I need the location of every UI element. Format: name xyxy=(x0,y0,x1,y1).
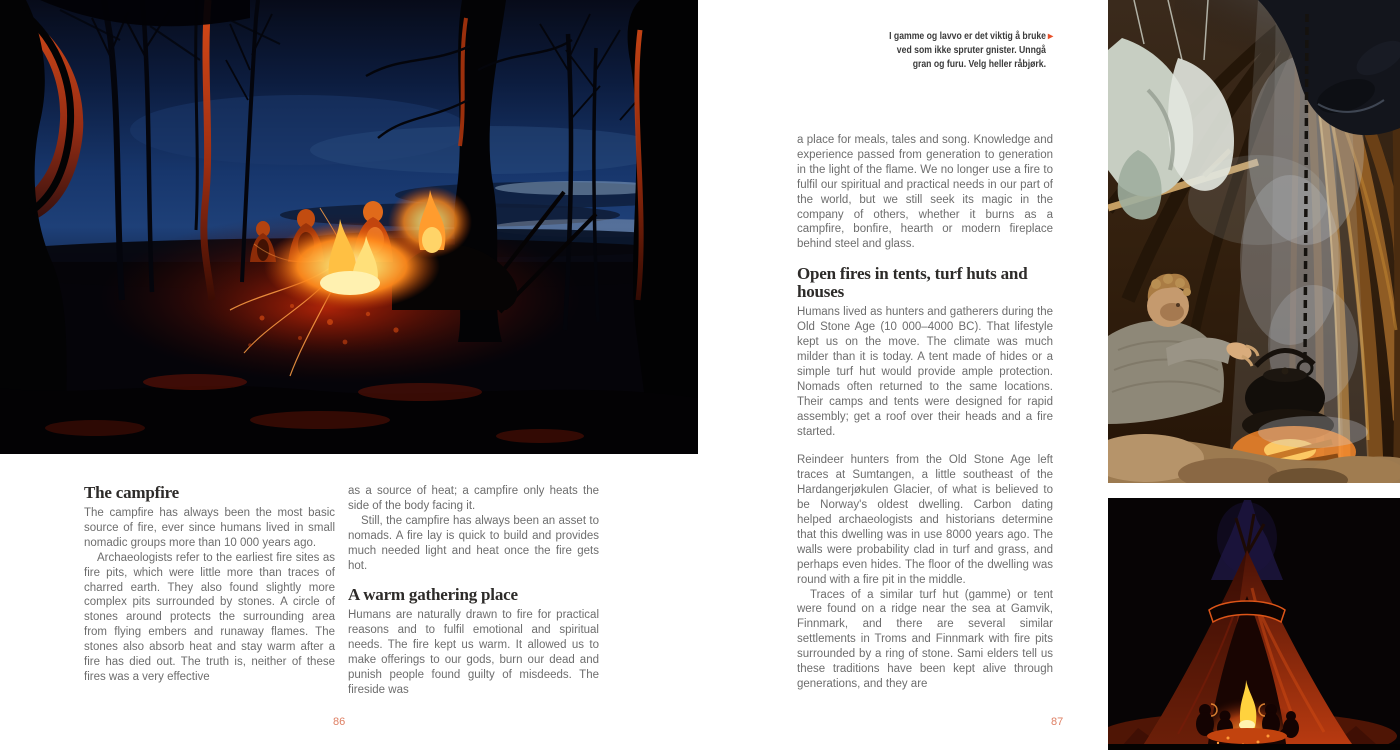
caption-line: gran og furu. Velg heller råbjørk. xyxy=(912,58,1046,70)
section-heading-the-campfire: The campfire xyxy=(84,483,180,502)
campfire-dusk-illustration xyxy=(0,0,698,454)
caption-line: ved som ikke spruter gnister. Unngå xyxy=(896,44,1046,56)
paragraph: Humans lived as hunters and gatherers during the Old Stone Age (10 000–4000 BC). That lifestyle kept us on the move. The climate was much milder than it is today. A tent made of hides or a simple turf hut would provide ample protection. Nomads often returned to the same locations. Their camps and tents were designed for rapid assembly; get a roof over their heads and a fire started. xyxy=(797,306,1053,438)
left-column-1 xyxy=(84,484,335,698)
paragraph: Archaeologists refer to the earliest fire sites as fire pits, which were little more than traces of charred earth. They also found slightly more complex pits surrounded by stones. A circle of stones around protects the surrounding area from flying embers and runaway flames. The stones also absorb heat and stay warm after a fire has died out. The truth is, neither of these fires was a very effective xyxy=(84,551,335,683)
left-column-2 xyxy=(348,484,599,698)
paragraph: Reindeer hunters from the Old Stone Age left traces at Sumtangen, a little southeast of the Hardangerjøkulen Glacier, of what is believed to be Norway's oldest dwelling. Carbon dating helped archaeologists and historians determine that this dwelling was in use 8000 years ago. The walls were probability clad in turf and grass, and perhaps even hides. The floor of the dwelling was round with a fire pit in the middle. xyxy=(797,454,1053,586)
paragraph: Still, the campfire has always been an asset to nomads. A fire lay is quick to build and provides much needed light and heat once the fire gets hot. xyxy=(348,514,599,572)
page-number-left: 86 xyxy=(333,716,346,728)
lavvo-interior-photo xyxy=(1108,0,1400,483)
section-heading-gathering-place: A warm gathering place xyxy=(348,585,518,605)
caption-arrow-icon: ▸ xyxy=(1048,31,1054,42)
caption-line: I gamme og lavvo er det viktig å bruke xyxy=(889,31,1046,42)
photo-caption xyxy=(876,30,1046,71)
left-page-text xyxy=(84,484,599,698)
right-page-text xyxy=(797,133,1053,692)
paragraph: The campfire has always been the most basic source of fire, ever since humans lived in small nomadic groups more than 10 000 years ago. xyxy=(84,507,335,549)
paragraph: Humans are naturally drawn to fire for practical reasons and to fulfil emotional and spiritual needs. The fire kept us warm. It allowed us to make offerings to our gods, burn our dead and punish people found guilty of misdeeds. The fireside was xyxy=(348,609,599,696)
paragraph: a place for meals, tales and song. Knowledge and experience passed from generation to generation in the light of the flame. We no longer use a fire to fulfil our spiritual and practical needs in our part of the world, but we still seek its magic in the company of others, whether it burns as a campfire, bonfire, hearth or modern fireplace behind steel and glass. xyxy=(797,134,1053,251)
lavvo-night-photo xyxy=(1108,498,1400,750)
section-heading-open-fires: Open fires in tents, turf huts and houses xyxy=(797,264,1028,302)
campfire-dusk-photo xyxy=(0,0,698,454)
paragraph: as a source of heat; a campfire only heats the side of the body facing it. xyxy=(348,485,599,512)
page-number-right: 87 xyxy=(1051,716,1064,728)
lavvo-night-illustration xyxy=(1108,498,1400,750)
paragraph: Traces of a similar turf hut (gamme) or tent were found on a ridge near the sea at Gamvik, Finnmark, and there are several similar settlements in Troms and Finnmark with fire pits surrounded by a ring of stone. Sami elders tell us these traditions have been kept alive through generations, and they are xyxy=(797,588,1053,690)
lavvo-interior-illustration xyxy=(1108,0,1400,483)
